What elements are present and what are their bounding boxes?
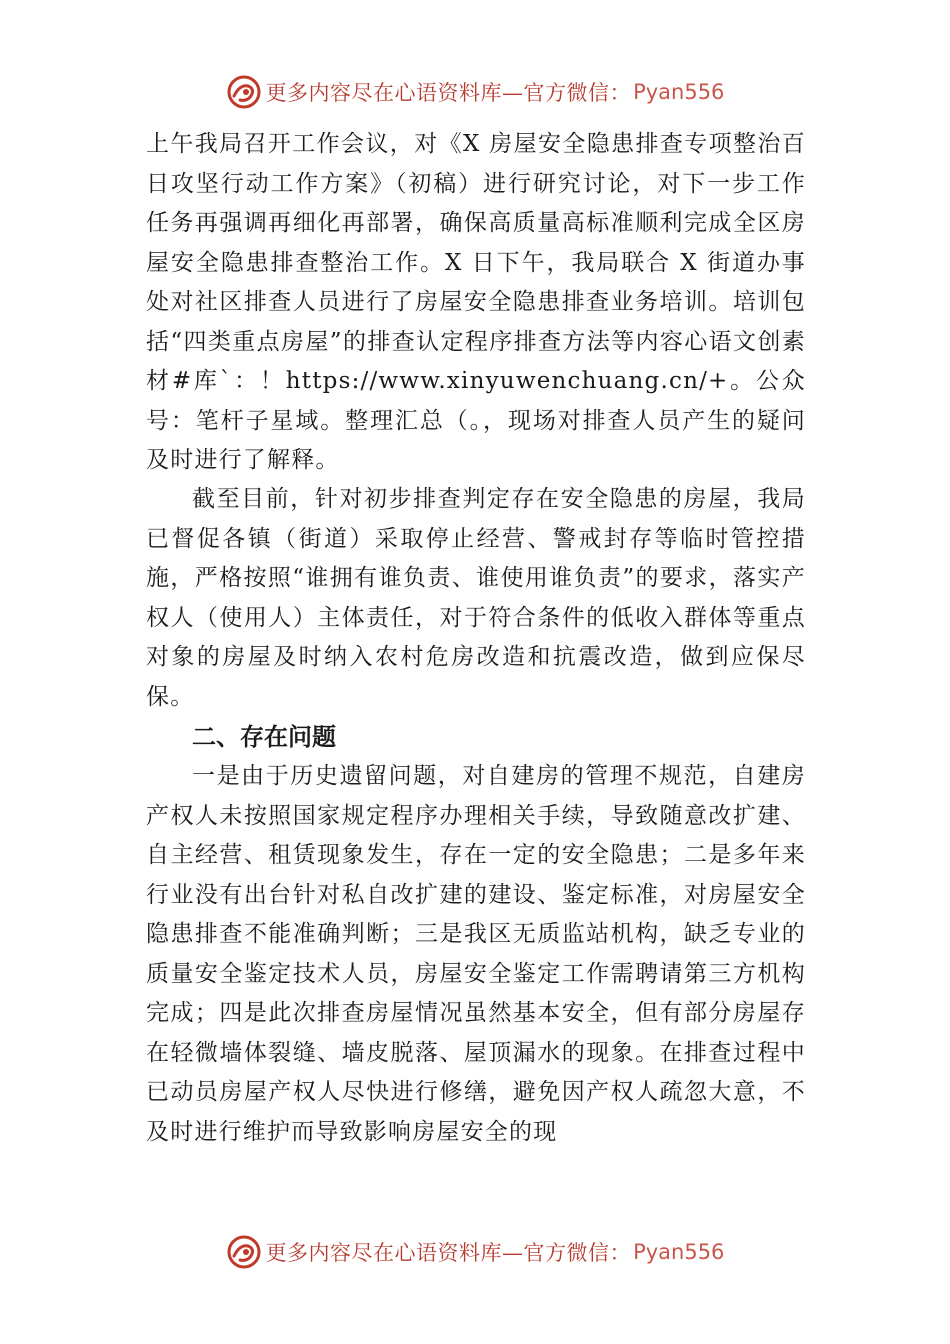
watermark-wechat-id: Pyan556 bbox=[633, 80, 725, 104]
paragraph-problems: 一是由于历史遗留问题，对自建房的管理不规范，自建房产权人未按照国家规定程序办理相关手续，导致随意改扩建、自主经营、租赁现象发生，存在一定的安全隐患；二是多年来行业没有出台针对私自改扩建的建设、鉴定标准，对房屋安全隐患排查不能准确判断；三是我区无质监站机构，缺乏专业的质量安全鉴定技术人员，房屋安全鉴定工作需聘请第三方机构完成；四是此次排查房屋情况虽然基本安全，但有部分房屋存在轻微墙体裂缝、墙皮脱落、屋顶漏水的现象。在排查过程中已动员房屋产权人尽快进行修缮，避免因产权人疏忽大意，不及时进行维护而导致影响房屋安全的现 bbox=[146, 763, 806, 1145]
watermark-text: 更多内容尽在心语资料库—官方微信： bbox=[265, 81, 632, 105]
section-heading-problems: 二、存在问题 bbox=[192, 723, 336, 751]
document-body bbox=[146, 125, 806, 1152]
watermark-header bbox=[0, 72, 950, 112]
watermark-footer bbox=[0, 1232, 950, 1272]
paragraph-progress: 截至目前，针对初步排查判定存在安全隐患的房屋，我局已督促各镇（街道）采取停止经营、警戒封存等临时管控措施，严格按照“谁拥有谁负责、谁使用谁负责”的要求，落实产权人（使用人）主体责任，对于符合条件的低收入群体等重点对象的房屋及时纳入农村危房改造和抗震改造，做到应保尽保。 bbox=[146, 486, 806, 710]
hand-seal-logo-icon bbox=[226, 74, 262, 110]
watermark-text: 更多内容尽在心语资料库—官方微信： bbox=[265, 1241, 632, 1265]
hand-seal-logo-icon bbox=[226, 1234, 262, 1270]
paragraph-training: 上午我局召开工作会议，对《X 房屋安全隐患排查专项整治百日攻坚行动工作方案》（初稿）进行研究讨论，对下一步工作任务再强调再细化再部署，确保高质量高标准顺利完成全区房屋安全隐患排查整治工作。X 日下午，我局联合 X 街道办事处对社区排查人员进行了房屋安全隐患排查业务培训。培训包括“四类重点房屋”的排查认定程序排查方法等内容心语文创素材#库`：！https://www.xinyuwenchuang.cn/+。公众号：笔杆子星域。整理汇总（。，现场对排查人员产生的疑问及时进行了解释。 bbox=[146, 131, 806, 473]
watermark-wechat-id: Pyan556 bbox=[633, 1240, 725, 1264]
